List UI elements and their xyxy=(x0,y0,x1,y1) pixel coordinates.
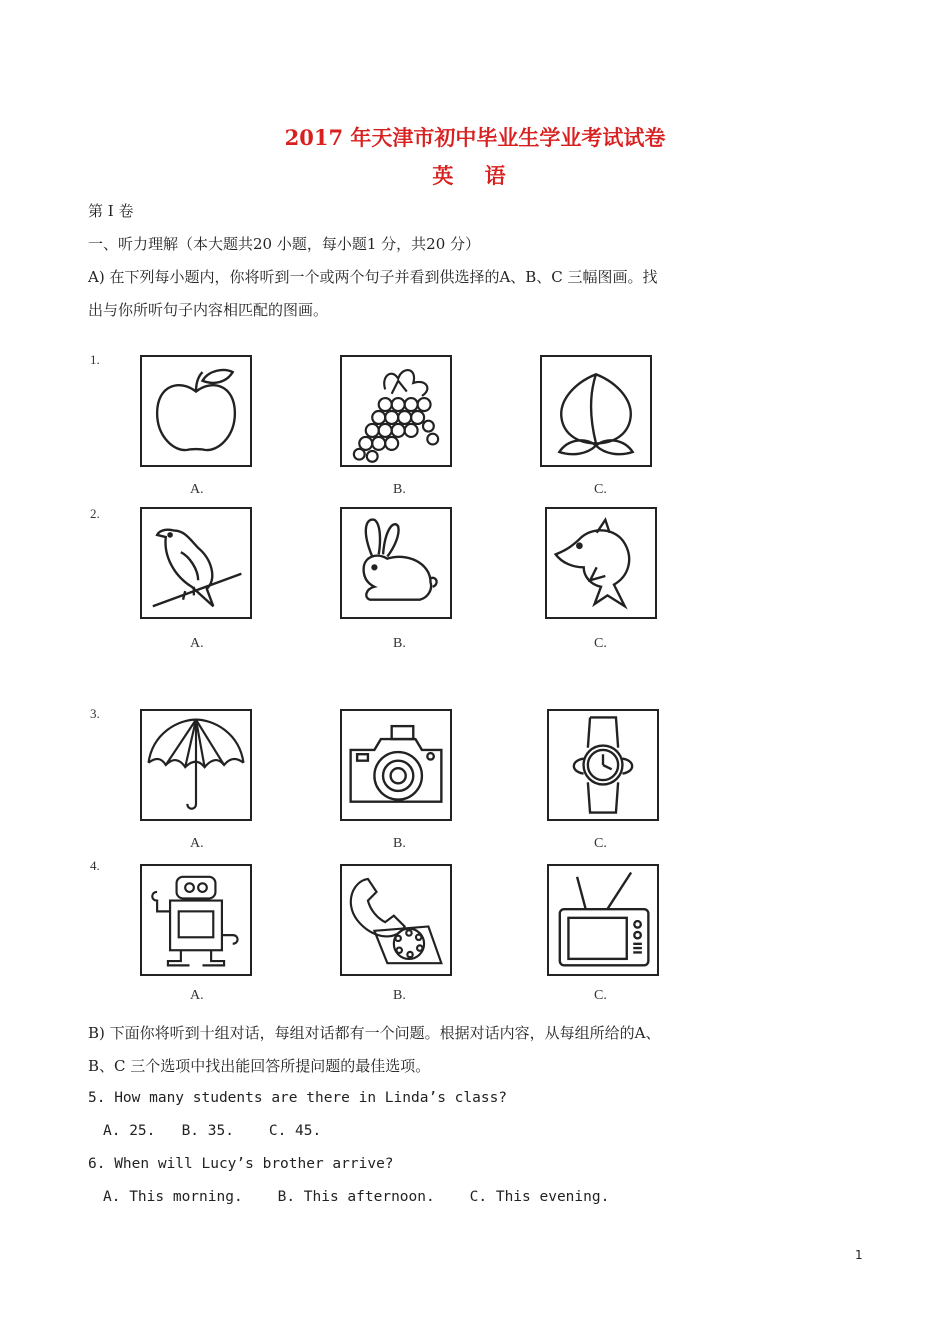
exam-subject: 英 语 xyxy=(432,163,518,188)
option-label: C. xyxy=(594,988,607,1003)
part-a-instruction-1: A) 在下列每小题内，你将听到一个或两个句子并看到供选择的A、B、C 三幅图画。找 xyxy=(88,268,658,286)
part-b-instruction-2: B、C 三个选项中找出能回答所提问题的最佳选项。 xyxy=(88,1057,431,1075)
robot-icon xyxy=(140,864,252,976)
option-label: A. xyxy=(190,636,204,651)
watch-icon xyxy=(547,709,659,821)
option-label: B. xyxy=(393,988,406,1003)
option-label: C. xyxy=(594,482,607,497)
part-a-instruction-2: 出与你所听句子内容相匹配的图画。 xyxy=(88,301,329,319)
rabbit-icon xyxy=(340,507,452,619)
section-heading: 一、听力理解（本大题共20 小题，每小题1 分，共20 分） xyxy=(88,235,481,253)
umbrella-icon xyxy=(140,709,252,821)
option-label: B. xyxy=(393,482,406,497)
telephone-icon xyxy=(340,864,452,976)
option-label: A. xyxy=(190,988,204,1003)
part-b-instruction-1: B) 下面你将听到十组对话，每组对话都有一个问题。根据对话内容，从每组所给的A、 xyxy=(88,1024,661,1042)
option-label: C. xyxy=(594,836,607,851)
option-label: A. xyxy=(190,836,204,851)
camera-icon xyxy=(340,709,452,821)
question-5-options: A. 25. B. 35. C. 45. xyxy=(103,1123,322,1139)
option-label: B. xyxy=(393,636,406,651)
volume-label: 第 I 卷 xyxy=(88,202,134,220)
page-number: 1 xyxy=(855,1248,863,1262)
option-label: C. xyxy=(594,636,607,651)
question-number: 2. xyxy=(90,506,100,521)
peach-icon xyxy=(540,355,652,467)
question-6: 6. When will Lucy’s brother arrive? xyxy=(88,1156,394,1172)
question-number: 4. xyxy=(90,858,100,873)
apple-icon xyxy=(140,355,252,467)
option-label: B. xyxy=(393,836,406,851)
question-5: 5. How many students are there in Linda’s class? xyxy=(88,1090,508,1106)
exam-title: 2017 年天津市初中毕业生学业考试试卷 xyxy=(284,125,666,150)
question-number: 3. xyxy=(90,706,100,721)
dolphin-icon xyxy=(545,507,657,619)
television-icon xyxy=(547,864,659,976)
question-number: 1. xyxy=(90,352,100,367)
bird-icon xyxy=(140,507,252,619)
grapes-icon xyxy=(340,355,452,467)
option-label: A. xyxy=(190,482,204,497)
question-6-options: A. This morning. B. This afternoon. C. This evening. xyxy=(103,1189,610,1205)
